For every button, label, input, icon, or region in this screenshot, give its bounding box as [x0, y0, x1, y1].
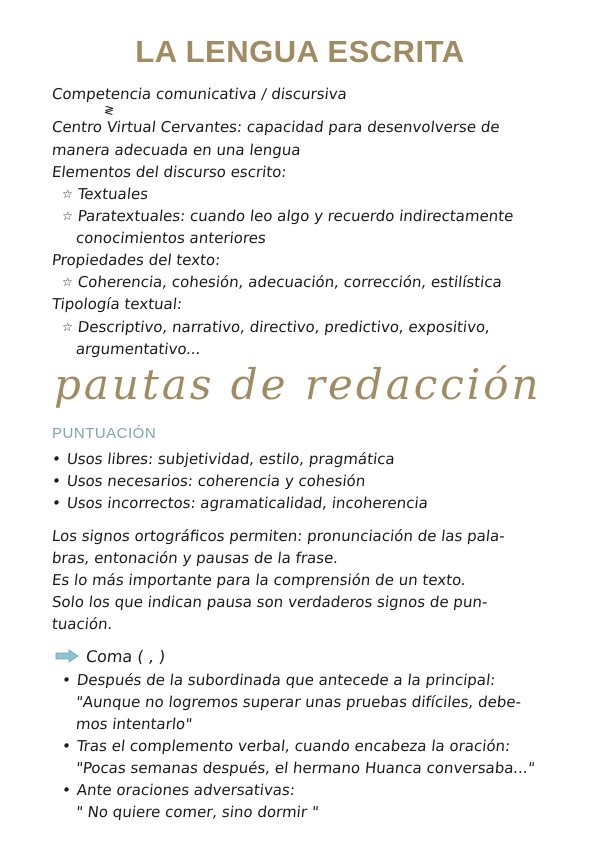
- page-title: LA LENGUA ESCRITA: [135, 34, 465, 69]
- pautas-heading: pautas de redacción: [54, 360, 542, 409]
- list-item: ☆ Coherencia, cohesión, adecuación, corrección, estilística: [61, 273, 503, 291]
- bullet-icon: •: [61, 781, 72, 799]
- paragraph-line: Es lo más importante para la comprensión de un texto.: [51, 571, 467, 589]
- paragraph-line: tuación.: [51, 615, 114, 633]
- bullet-icon: •: [51, 494, 62, 512]
- star-icon: ☆: [61, 275, 74, 289]
- example-line: "Aunque no logremos superar unas pruebas difíciles, debe-: [75, 693, 522, 711]
- star-icon: ☆: [61, 209, 74, 223]
- elementos-heading: Elementos del discurso escrito:: [51, 163, 288, 181]
- paragraph-line: bras, entonación y pausas de la frase.: [51, 549, 340, 567]
- example-line: " No quiere comer, sino dormir ": [75, 803, 320, 821]
- list-item-continuation: conocimientos anteriores: [75, 229, 267, 247]
- list-item: ☆ Descriptivo, narrativo, directivo, predictivo, expositivo,: [61, 318, 491, 336]
- competencia-line: Competencia comunicativa / discursiva: [51, 85, 348, 103]
- bullet-item: • Después de la subordinada que antecede a la principal:: [61, 671, 497, 689]
- example-line: mos intentarlo": [75, 715, 194, 733]
- bullet-item: • Usos incorrectos: agramaticalidad, incoherencia: [51, 494, 429, 512]
- bullet-icon: •: [51, 472, 62, 490]
- bullet-item: • Usos libres: subjetividad, estilo, pragmática: [51, 450, 396, 468]
- paragraph-line: Los signos ortográficos permiten: pronunciación de las pala-: [51, 527, 506, 545]
- coma-heading: Coma ( , ): [85, 647, 167, 666]
- connector-symbol: ≷: [103, 103, 115, 117]
- bullet-item: • Usos necesarios: coherencia y cohesión: [51, 472, 367, 490]
- cervantes-line: Centro Virtual Cervantes: capacidad para desenvolverse de: [51, 118, 501, 136]
- bullet-icon: •: [51, 450, 62, 468]
- arrow-right-icon: [55, 649, 79, 663]
- propiedades-heading: Propiedades del texto:: [51, 251, 222, 269]
- list-item: ☆ Textuales: [61, 185, 150, 203]
- bullet-icon: •: [61, 671, 72, 689]
- puntuacion-heading: PUNTUACIÓN: [52, 425, 157, 442]
- bullet-item: • Ante oraciones adversativas:: [61, 781, 296, 799]
- bullet-item: • Tras el complemento verbal, cuando encabeza la oración:: [61, 737, 512, 755]
- example-line: "Pocas semanas después, el hermano Huanca conversaba...": [75, 759, 536, 777]
- list-item-continuation: argumentativo...: [75, 340, 202, 358]
- star-icon: ☆: [61, 187, 74, 201]
- star-icon: ☆: [61, 320, 74, 334]
- tipologia-heading: Tipología textual:: [51, 295, 184, 313]
- paragraph-line: Solo los que indican pausa son verdaderos signos de pun-: [51, 593, 489, 611]
- bullet-icon: •: [61, 737, 72, 755]
- list-item: ☆ Paratextuales: cuando leo algo y recuerdo indirectamente: [61, 207, 515, 225]
- cervantes-line-cont: manera adecuada en una lengua: [51, 141, 302, 159]
